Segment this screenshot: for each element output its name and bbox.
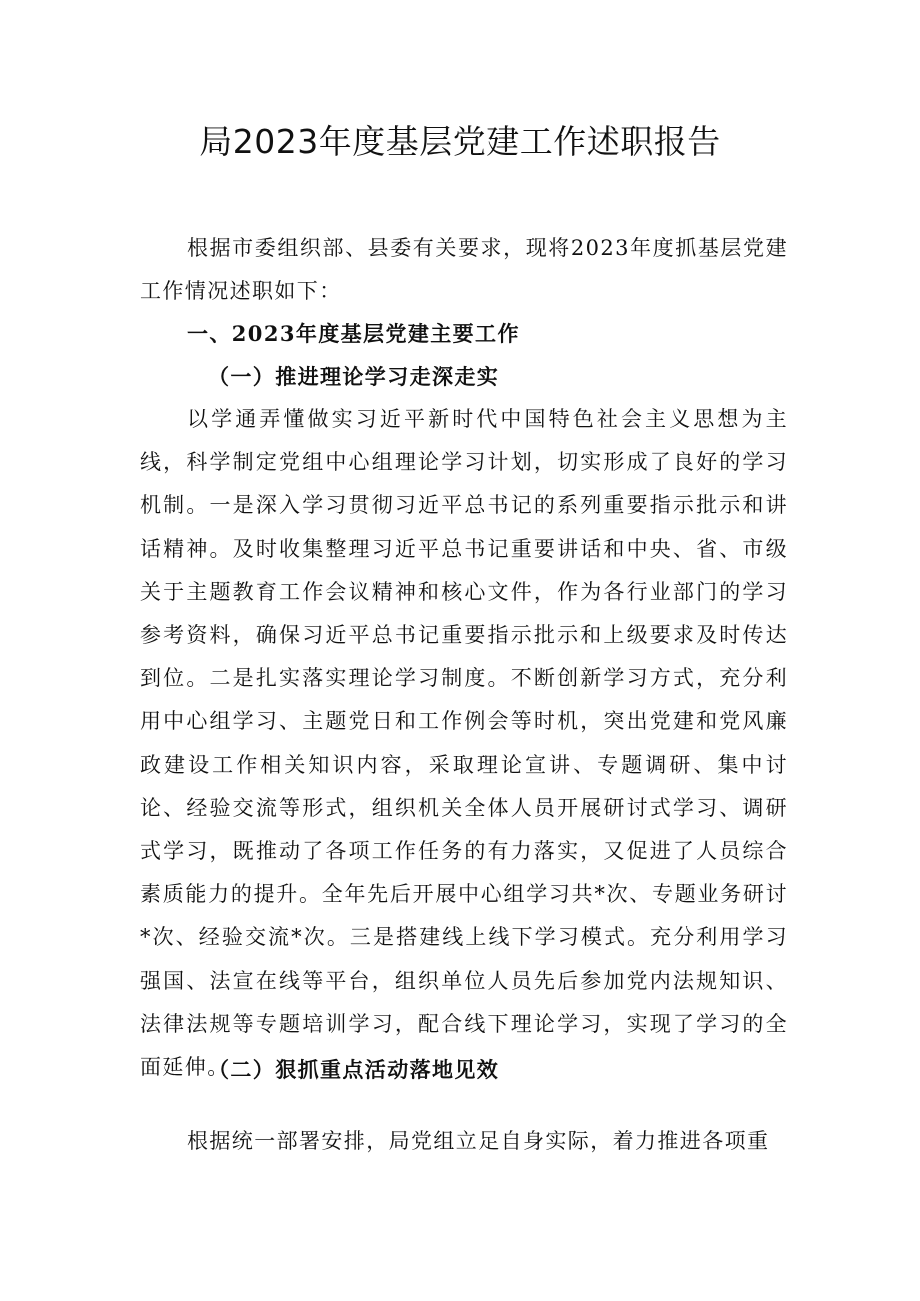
document-title: 局2023年度基层党建工作述职报告 (199, 122, 721, 161)
subsection-2-body: 根据统一部署安排，局党组立足自身实际，着力推进各项重 (187, 1129, 770, 1153)
subsection-1-body: 以学通弄懂做实习近平新时代中国特色社会主义思想为主线，科学制定党组中心组理论学习计划，切实形成了良好的学习机制。一是深入学习贯彻习近平总书记的系列重要指示批示和讲话精神。及时收集整理习近平总书记重要讲话和中央、省、市级关于主题教育工作会议精神和核心文件，作为各行业部门的学习参考资料，确保习近平总书记重要指示批示和上级要求及时传达到位。二是扎实落实理论学习制度。不断创新学习方式，充分利用中心组学习、主题党日和工作例会等时机，突出党建和党风廉政建设工作相关知识内容，采取理论宣讲、专题调研、集中讨论、经验交流等形式，组织机关全体人员开展研讨式学习、调研式学习，既推动了各项工作任务的有力落实，又促进了人员综合素质能力的提升。全年先后开展中心组学习共*次、专题业务研讨*次、经验交流*次。三是搭建线上线下学习模式。充分利用学习强国、法宣在线等平台，组织单位人员先后参加党内法规知识、法律法规等专题培训学习，配合线下理论学习，实现了学习的全面延伸。 (140, 407, 788, 1080)
subsection-heading-1: （一）推进理论学习走深走实 (208, 364, 500, 389)
section-heading-1: 一、2023年度基层党建主要工作 (187, 321, 520, 346)
intro-paragraph: 根据市委组织部、县委有关要求，现将2023年度抓基层党建工作情况述职如下： (140, 236, 788, 304)
subsection-heading-2: （二）狠抓重点活动落地见效 (208, 1057, 500, 1082)
